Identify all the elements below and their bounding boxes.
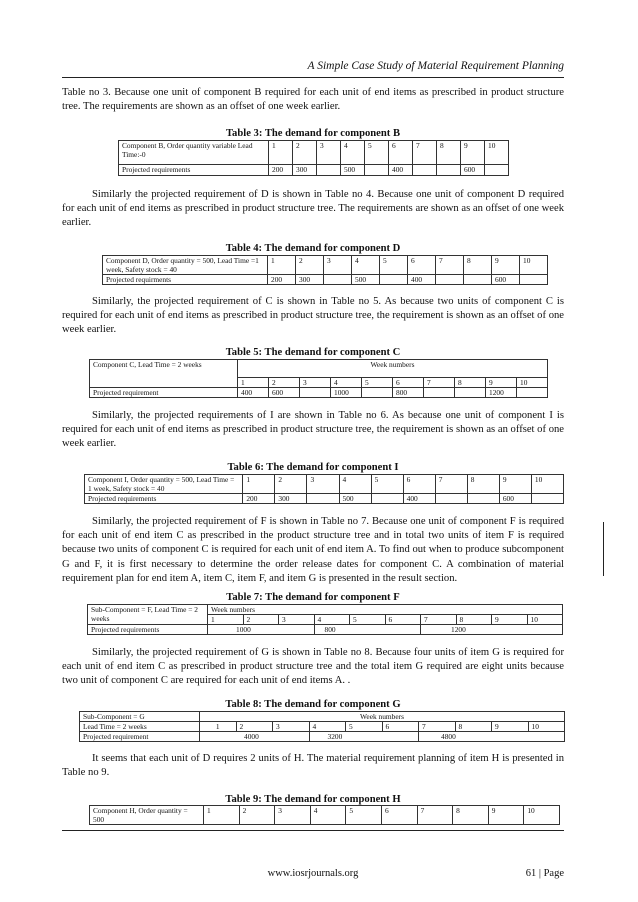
t8-week: 8 [455, 722, 492, 732]
t6-value: 500 [339, 494, 371, 504]
paragraph-6: Similarly, the projected requirement of G is shown in Table no 8. Because four units of item G is required for each unit of end item C as prescribed in product structure tree and the total item G required are eight units because two unit of component C are required for each unit of end items A. . [62, 647, 564, 687]
page-number: 61 | Page [525, 868, 564, 879]
t3-value: 200 [269, 165, 293, 176]
t6-value [371, 494, 403, 504]
t9-week: 9 [488, 806, 524, 825]
t6-value: 400 [403, 494, 435, 504]
table-6-label: Component I, Order quantity = 500, Lead Time = 1 week, Safety stock = 40 [85, 475, 243, 494]
t7-week: 1 [208, 615, 244, 625]
t5-week: 4 [331, 378, 362, 388]
t3-value [437, 165, 461, 176]
t4-week: 5 [380, 256, 408, 275]
table-4-caption: Table 4: The demand for component D [225, 243, 401, 254]
t7-week: 6 [385, 615, 421, 625]
paragraph-5: Similarly, the projected requirement of F is shown in Table no 7. Because one unit of component F is required for each unit of end item C as prescribed in the product structure tree and in total two units of item F is required because two units of component C is required for each unit of end item A. To find out when to produce subcomponent G and F, it is first necessary to determine the order release dates for component C. A combination of material requirement plan for end item A, item C, item F, and item G is presented in the result section. [62, 516, 564, 584]
t6-week: 9 [499, 475, 531, 494]
footer-rule [62, 830, 564, 831]
t7-week: 5 [350, 615, 386, 625]
t4-value: 400 [408, 275, 436, 285]
margin-line [603, 522, 604, 576]
t5-value: 1200 [486, 388, 517, 398]
t5-week: 10 [517, 378, 548, 388]
paragraph-3: Similarly, the projected requirement of C is shown in Table no 5. As because two units of component C is required for each unit of end items as prescribed in product structure tree, the requirement is shown as an offset of one week earlier. [62, 296, 564, 336]
t7-week-header: Week numbers [208, 605, 563, 615]
t3-week: 3 [317, 141, 341, 165]
t7-week: 4 [314, 615, 350, 625]
table-8-label: Sub-Component = G [80, 712, 200, 722]
table-9-label: Component H, Order quantity = 500 [90, 806, 204, 825]
t8-week: 10 [528, 722, 565, 732]
footer-url: www.iosrjournals.org [267, 868, 359, 879]
t8-value: 4800 [419, 732, 565, 742]
t9-week: 3 [275, 806, 311, 825]
t3-week: 4 [341, 141, 365, 165]
t4-value [464, 275, 492, 285]
t9-week: 6 [381, 806, 417, 825]
t3-value: 400 [389, 165, 413, 176]
t3-week: 7 [413, 141, 437, 165]
t8-week: 2 [236, 722, 273, 732]
table-3 [118, 140, 509, 176]
t3-week: 2 [293, 141, 317, 165]
t4-week: 1 [268, 256, 296, 275]
t5-value: 600 [269, 388, 300, 398]
t7-week: 2 [243, 615, 279, 625]
paragraph-2: Similarly the projected requirement of D is shown in Table no 4. Because one unit of component D required for each unit of end items as prescribed in product structure tree. The requirements are shown as an offset of one week earlier. [62, 189, 564, 229]
t5-value [300, 388, 331, 398]
t6-week: 3 [307, 475, 339, 494]
t5-week: 3 [300, 378, 331, 388]
t5-row-label: Projected requirement [90, 388, 238, 398]
t5-week: 5 [362, 378, 393, 388]
table-3-caption: Table 3: The demand for component B [225, 128, 401, 139]
t8-week: 3 [273, 722, 310, 732]
t3-row-label: Projected requirements [119, 165, 269, 176]
t5-value [424, 388, 455, 398]
t3-week: 5 [365, 141, 389, 165]
table-5 [89, 359, 548, 398]
t6-value [435, 494, 467, 504]
t4-week: 4 [352, 256, 380, 275]
paragraph-4: Similarly, the projected requirements of I are shown in Table no 6. As because one unit of component I is required for each unit of end items as prescribed in product structure tree, the requirement is shown as an offset of one week earlier. [62, 410, 564, 450]
paragraph-1: Table no 3. Because one unit of component B required for each unit of end items as prescribed in product structure tree. The requirements are shown as an offset of one week earlier. [62, 87, 564, 113]
t3-week: 10 [485, 141, 509, 165]
t7-week: 3 [279, 615, 315, 625]
t3-value: 500 [341, 165, 365, 176]
t6-value: 200 [243, 494, 275, 504]
t4-week: 8 [464, 256, 492, 275]
t3-value: 600 [461, 165, 485, 176]
t6-week: 1 [243, 475, 275, 494]
t7-value: 800 [314, 625, 421, 635]
t4-value [380, 275, 408, 285]
t8-value: 4000 [200, 732, 310, 742]
t4-value [436, 275, 464, 285]
t3-value: 300 [293, 165, 317, 176]
t4-value: 600 [492, 275, 520, 285]
t7-week: 7 [421, 615, 457, 625]
t4-value: 200 [268, 275, 296, 285]
t9-week: 10 [524, 806, 560, 825]
table-8-label-2: Lead Time = 2 weeks [80, 722, 200, 732]
table-6 [84, 474, 564, 504]
t4-row-label: Projected requirments [103, 275, 268, 285]
t7-value: 1000 [208, 625, 315, 635]
table-3-label: Component B, Order quantity variable Lead Time:-0 [119, 141, 269, 165]
t8-week-header: Week numbers [200, 712, 565, 722]
t6-week: 2 [275, 475, 307, 494]
t7-week: 9 [492, 615, 528, 625]
t6-week: 7 [435, 475, 467, 494]
t5-value: 800 [393, 388, 424, 398]
t4-week: 7 [436, 256, 464, 275]
t3-value [485, 165, 509, 176]
t8-week: 5 [346, 722, 383, 732]
t4-week: 2 [296, 256, 324, 275]
t9-week: 5 [346, 806, 382, 825]
t6-week: 6 [403, 475, 435, 494]
t8-week: 1 [200, 722, 237, 732]
table-5-caption: Table 5: The demand for component C [225, 347, 401, 358]
t6-value: 600 [499, 494, 531, 504]
t3-value [413, 165, 437, 176]
t6-value [307, 494, 339, 504]
t5-value [455, 388, 486, 398]
t7-value: 1200 [421, 625, 563, 635]
t6-value [467, 494, 499, 504]
t5-value: 1000 [331, 388, 362, 398]
table-7 [87, 604, 563, 635]
t9-week: 7 [417, 806, 453, 825]
t9-week: 1 [204, 806, 240, 825]
table-4-label: Component D, Order quantity = 500, Lead Time =1 week, Safety stock = 40 [103, 256, 268, 275]
t4-week: 9 [492, 256, 520, 275]
t6-value: 300 [275, 494, 307, 504]
t8-week: 7 [419, 722, 456, 732]
t7-row-label: Projected requirements [88, 625, 208, 635]
t4-week: 10 [520, 256, 548, 275]
t5-week: 7 [424, 378, 455, 388]
table-9-caption: Table 9: The demand for component H [225, 794, 401, 805]
t6-week: 5 [371, 475, 403, 494]
t8-value: 3200 [309, 732, 419, 742]
table-8 [79, 711, 565, 742]
t5-week: 1 [238, 378, 269, 388]
t4-value [324, 275, 352, 285]
table-8-caption: Table 8: The demand for component G [225, 699, 401, 710]
t8-week: 9 [492, 722, 529, 732]
t4-value: 300 [296, 275, 324, 285]
t5-week: 6 [393, 378, 424, 388]
table-6-caption: Table 6: The demand for component I [227, 462, 399, 473]
t3-week: 6 [389, 141, 413, 165]
t9-week: 2 [239, 806, 275, 825]
t7-week: 8 [456, 615, 492, 625]
t5-week: 2 [269, 378, 300, 388]
t5-value: 400 [238, 388, 269, 398]
t7-week: 10 [527, 615, 563, 625]
t3-value [365, 165, 389, 176]
t6-value [531, 494, 563, 504]
paragraph-7: It seems that each unit of D requires 2 units of H. The material requirement planning of item H is presented in Table no 9. [62, 753, 564, 779]
t5-week: 8 [455, 378, 486, 388]
table-5-label: Component C, Lead Time = 2 weeks [90, 360, 238, 388]
t3-week: 1 [269, 141, 293, 165]
t8-week: 4 [309, 722, 346, 732]
t3-value [317, 165, 341, 176]
t4-week: 6 [408, 256, 436, 275]
running-title: A Simple Case Study of Material Requirement Planning [307, 60, 564, 72]
t6-week: 10 [531, 475, 563, 494]
table-7-caption: Table 7: The demand for component F [226, 592, 400, 603]
t4-value: 500 [352, 275, 380, 285]
table-7-label: Sub-Component = F, Lead Time = 2 weeks [88, 605, 208, 625]
table-4 [102, 255, 548, 285]
t6-week: 8 [467, 475, 499, 494]
t5-value [517, 388, 548, 398]
t5-week: 9 [486, 378, 517, 388]
t5-value [362, 388, 393, 398]
t4-value [520, 275, 548, 285]
t9-week: 8 [453, 806, 489, 825]
t5-week-header: Week numbers [238, 360, 548, 378]
t4-week: 3 [324, 256, 352, 275]
t6-row-label: Projected requirements [85, 494, 243, 504]
table-9 [89, 805, 560, 825]
t8-row-label: Projected requirement [80, 732, 200, 742]
header-rule [62, 77, 564, 78]
t6-week: 4 [339, 475, 371, 494]
t3-week: 8 [437, 141, 461, 165]
t9-week: 4 [310, 806, 346, 825]
t8-week: 6 [382, 722, 419, 732]
t3-week: 9 [461, 141, 485, 165]
